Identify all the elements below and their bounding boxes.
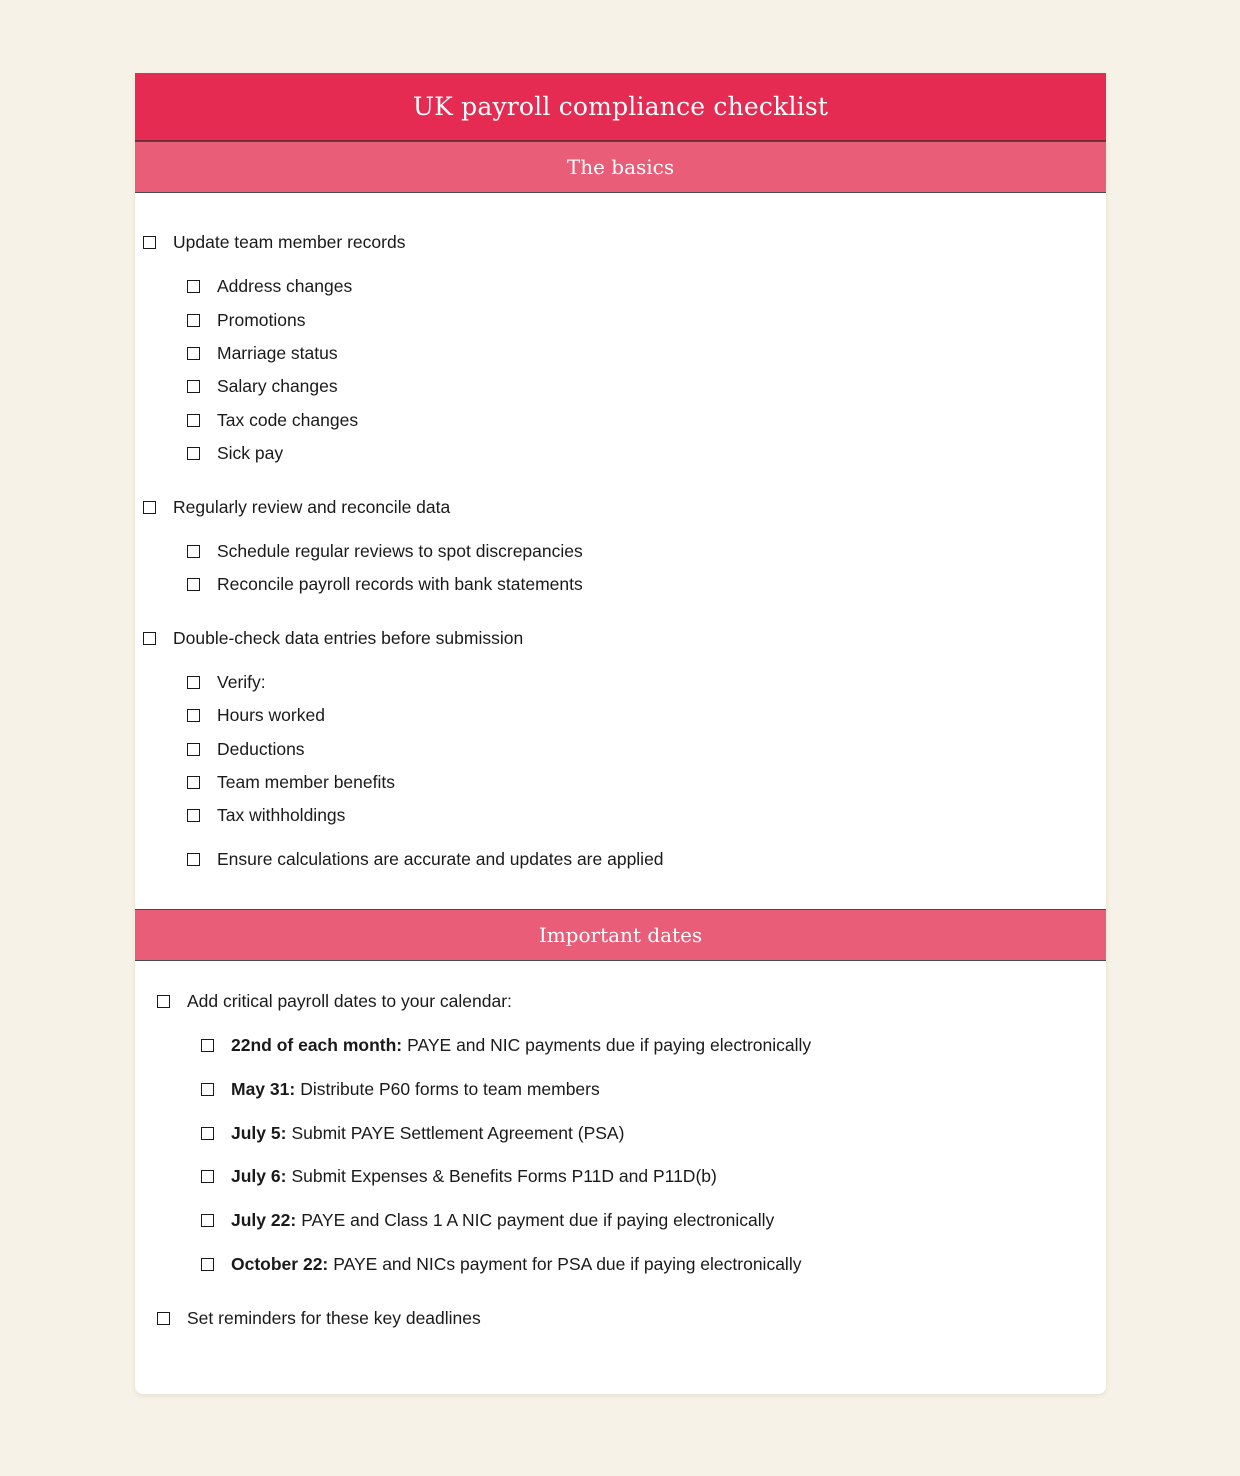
item-label: Update team member records: [173, 232, 406, 252]
item-label: PAYE and NICs payment for PSA due if paying electronically: [333, 1254, 802, 1274]
checklist-item[interactable]: [157, 1307, 481, 1329]
checklist-subitem[interactable]: [201, 1209, 774, 1231]
checklist-subitem[interactable]: [187, 275, 352, 297]
checklist-item[interactable]: [143, 627, 523, 649]
item-label: Marriage status: [217, 343, 338, 363]
checkbox[interactable]: [187, 809, 200, 822]
section-title: The basics: [566, 155, 675, 179]
item-label: Deductions: [217, 739, 305, 759]
checkbox[interactable]: [157, 1312, 170, 1325]
page-title: UK payroll compliance checklist: [412, 92, 829, 121]
checkbox[interactable]: [187, 776, 200, 789]
item-label: Sick pay: [217, 443, 284, 463]
checklist-subitem[interactable]: [187, 804, 345, 826]
checklist-subitem[interactable]: [187, 540, 583, 562]
item-label: Add critical payroll dates to your calendar:: [187, 991, 512, 1011]
item-label: Tax withholdings: [217, 805, 346, 825]
checklist-subitem[interactable]: [187, 309, 306, 331]
checkbox[interactable]: [187, 545, 200, 558]
checklist-subitem[interactable]: [187, 848, 664, 870]
item-label: Set reminders for these key deadlines: [187, 1308, 481, 1328]
checkbox[interactable]: [143, 501, 156, 514]
item-date: October 22:: [231, 1254, 329, 1274]
checkbox[interactable]: [201, 1170, 214, 1183]
checklist-item[interactable]: [143, 231, 405, 253]
item-label: Submit Expenses & Benefits Forms P11D and P11D(b): [291, 1166, 717, 1186]
item-label: Distribute P60 forms to team members: [300, 1079, 600, 1099]
checklist-subitem[interactable]: [201, 1078, 600, 1100]
checkbox[interactable]: [157, 995, 170, 1008]
checklist-subitem[interactable]: [187, 409, 358, 431]
checkbox[interactable]: [201, 1258, 214, 1271]
checkbox[interactable]: [187, 578, 200, 591]
checkbox[interactable]: [201, 1214, 214, 1227]
item-label: Ensure calculations are accurate and updates are applied: [217, 849, 664, 869]
item-label: Address changes: [217, 276, 353, 296]
item-label: Submit PAYE Settlement Agreement (PSA): [291, 1123, 625, 1143]
checkbox[interactable]: [187, 743, 200, 756]
item-date: July 5:: [231, 1123, 287, 1143]
checklist-subitem[interactable]: [187, 671, 266, 693]
item-label: Hours worked: [217, 705, 325, 725]
item-label: Promotions: [217, 310, 306, 330]
checkbox[interactable]: [187, 414, 200, 427]
item-date: 22nd of each month:: [231, 1035, 403, 1055]
checkbox[interactable]: [187, 447, 200, 460]
item-label: Tax code changes: [217, 410, 359, 430]
checklist-subitem[interactable]: [187, 704, 325, 726]
section-header-basics: [135, 141, 1106, 193]
checkbox[interactable]: [143, 236, 156, 249]
checkbox[interactable]: [187, 347, 200, 360]
checklist-subitem[interactable]: [187, 342, 338, 364]
checkbox[interactable]: [201, 1039, 214, 1052]
item-label: Team member benefits: [217, 772, 395, 792]
checkbox[interactable]: [187, 676, 200, 689]
item-date: May 31:: [231, 1079, 296, 1099]
checkbox[interactable]: [187, 314, 200, 327]
item-date: July 22:: [231, 1210, 297, 1230]
checkbox[interactable]: [143, 632, 156, 645]
checklist-subitem[interactable]: [187, 573, 583, 595]
checklist-subitem[interactable]: [201, 1034, 811, 1056]
checkbox[interactable]: [187, 709, 200, 722]
checklist-subitem[interactable]: [201, 1122, 624, 1144]
checklist-item[interactable]: [143, 496, 450, 518]
checklist-subitem[interactable]: [187, 375, 338, 397]
checkbox[interactable]: [187, 280, 200, 293]
checklist-subitem[interactable]: [187, 442, 283, 464]
checklist-subitem[interactable]: [187, 738, 305, 760]
checkbox[interactable]: [187, 853, 200, 866]
item-label: Regularly review and reconcile data: [173, 497, 451, 517]
item-label: Salary changes: [217, 376, 338, 396]
section-title: Important dates: [538, 923, 703, 947]
section-header-dates: [135, 909, 1106, 961]
checklist-subitem[interactable]: [201, 1165, 717, 1187]
checklist-subitem[interactable]: [187, 771, 395, 793]
title-bar: [135, 73, 1106, 141]
item-label: Reconcile payroll records with bank statements: [217, 574, 583, 594]
item-label: PAYE and Class 1 A NIC payment due if paying electronically: [301, 1210, 775, 1230]
checkbox[interactable]: [187, 380, 200, 393]
checklist-card: [135, 73, 1106, 1394]
checklist-subitem[interactable]: [201, 1253, 801, 1275]
checklist-item[interactable]: [157, 990, 512, 1012]
item-label: Double-check data entries before submission: [173, 628, 524, 648]
checkbox[interactable]: [201, 1127, 214, 1140]
item-label: PAYE and NIC payments due if paying electronically: [407, 1035, 812, 1055]
item-label: Verify:: [217, 672, 266, 692]
item-date: July 6:: [231, 1166, 287, 1186]
checkbox[interactable]: [201, 1083, 214, 1096]
item-label: Schedule regular reviews to spot discrepancies: [217, 541, 583, 561]
